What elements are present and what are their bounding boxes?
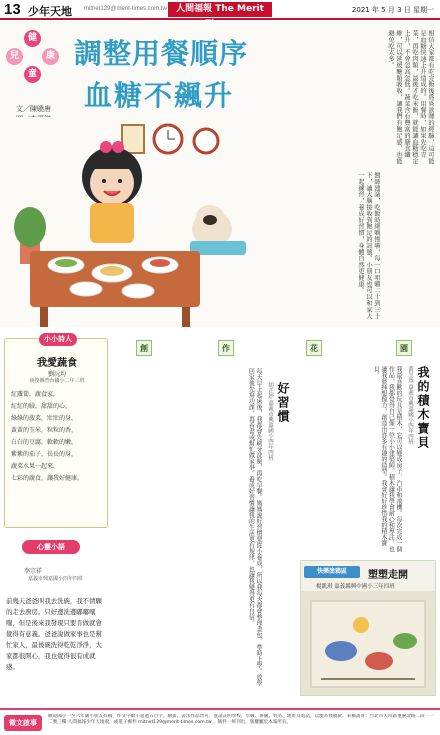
article-body: 我最喜歡的玩具是積木，它可以變成房子、汽車和飛機。每次完成一個作品，我都覺得自己像一位小小建築師。積木讓我學會耐心和專注，也讓我發揮想像力，創造出許多有趣的造型。我會好好珍惜我的積木寶貝。 [372,366,402,552]
section-title: 少年天地 [28,5,72,18]
garden-char: 創 [136,340,152,356]
issue-date: 2021 年 5 月 3 日 星期一 [351,6,434,14]
article-meta: 胡芷妤 嘉義市興嘉國小四年四班 [267,382,273,461]
submission-info: 歡迎國小一至六年級小朋友投稿，作文字數不超過五百字，繪畫、書法作品皆可，並請註明學校、年級、班級、姓名、地址及電話，以便寄發稿費。來稿請寄：台北市大同區重慶北路二段一一二號三樓 人間福報少年天地收，或電子郵件 mitnet129@merit-times.com.tw 。稿件一經刊出，版權屬於本報所有。 [48,714,434,726]
health-kids-badge [6,30,60,84]
article-good-habits [116,362,296,698]
website-link[interactable]: mitnet129@merit-times.com.tw [84,6,167,12]
feature-article [0,22,440,327]
badge-char: 康 [42,48,59,65]
poem-box [4,335,108,528]
poem-line: 七彩的蔬食，讓我好健康。 [11,475,84,482]
poem-line: 黃黃的玉米，粒粒的香， [11,427,78,434]
call-for-submissions-badge: 徵文啟事 [4,715,42,731]
poem-line: 綠綠的菠菜，壯壯的身， [11,415,78,422]
heart-text: 前幾天爸爸叫我去洗碗，我不情願的走去廚房。只好邊洗邊嘟嘟囔囔，但是後來我發現只要肯做就會覺得有意義。爸爸說做家事也是幫忙家人，最後碗洗得乾乾淨淨，大家都很開心，我也覺得很有成就感。 [6,597,102,671]
heart-words-badge: 心靈小語 [22,540,80,554]
garden-char: 園 [396,340,412,356]
wall-clock-icon [194,129,218,153]
feature-body-text: 相信大家都有吃完飯後昏昏欲睡的經驗，這可能是血糖快速上升造成的。用餐時，如果先吃青菜，再吃肉類，最後才吃米飯，就能讓血糖穩定上升，不會忽高忽低。蔬菜含有豐富的膳食纖維，可以延緩醣類吸收，讓我們有飽足感，也能避免吃太多。 [387,30,434,165]
garden-char: 作 [218,340,234,356]
byline-writer: 文／陳曉唐 [16,105,51,113]
clay-figure-icon [365,652,393,670]
badge-char: 童 [24,66,41,83]
bowl-icon [70,282,102,296]
feature-body-text-2: 醫師建議，吃飯時細嚼慢嚥，每一口咀嚼二十到三十下，讓大腦接收到飽足的訊號。小朋友也可以和家人一起練習，養成好習慣，身體自然更健康。 [357,172,380,320]
badge-char: 兒 [6,48,23,65]
hair-bow-icon [100,141,112,153]
headline-sub: 血糖不飆升 [84,79,235,112]
heart-author: 李宗祥 [24,568,43,575]
clay-figure-icon [325,641,357,661]
girl-shirt [90,203,134,243]
poem-author: 劉沅均 [47,371,66,378]
doodle-zone-badge: 快樂塗鴉區 [304,566,360,578]
heart-school: 嘉義市興嘉國小四年四班 [28,576,84,582]
clay-title: 塑塑走開 [368,570,408,581]
bowl-icon [122,284,154,298]
girl-eating-illustration [0,117,270,327]
masthead [0,0,440,20]
little-poet-badge: 小小詩人 [39,333,77,346]
headline-main: 調整用餐順序 [74,37,249,70]
poem-line: 紅紅的臉，甜甜的心， [11,403,72,410]
creative-garden-banner [116,340,436,358]
heart-words-box [4,536,108,702]
article-title: 好習慣 [276,382,290,424]
clay-author: 楊凱琪 嘉義縣興中國小三年四班 [316,584,395,590]
clay-sun-icon [353,617,369,633]
article-title: 我的積木寶貝 [416,366,430,450]
poem-line: 白白的豆腐，軟軟的嫩， [11,439,78,446]
poem-lines [11,389,103,485]
poem-title: 我愛蔬食 [37,358,77,369]
picture-frame-icon [122,125,144,153]
feature-body-bottom [270,172,380,322]
poem-line: 蔬菜水果一起來， [11,463,60,470]
garden-char: 花 [306,340,322,356]
clay-figure-icon [393,633,417,649]
poem-line: 紫紫的茄子，長長的身， [11,451,78,458]
plant-icon [14,207,46,247]
page-number: 13 [4,1,21,18]
poem-line: 紅蘿蔔，蔬食家， [11,391,60,398]
article-building-blocks [300,362,436,557]
newspaper-logo: 人間福報 The Merit [168,2,272,17]
poem-school: 南投縣普台國小二年三班 [29,378,85,384]
article-meta: 黃昱熹 嘉義市興嘉國小四年四班 [407,366,413,445]
footer [0,708,440,735]
article-body: 每天早上起床後，我都會先刷牙洗臉，再吃早餐。媽媽說好習慣要從小養成，所以我每天都會整理書包、準時上學。放學回家後先寫功課，再看書或幫忙做家事。養成好習慣讓我的生活更有規律，也讓我變得更有自信。 [247,368,262,686]
badge-char: 健 [24,30,41,47]
